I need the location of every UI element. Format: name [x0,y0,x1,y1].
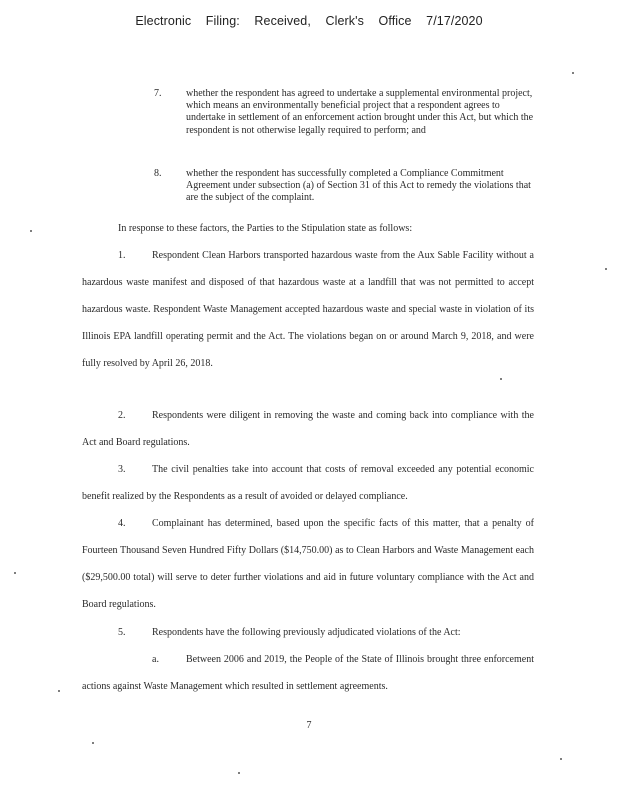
paragraph-5 [82,619,534,646]
paragraph-1-number: 1. [118,250,126,261]
subparagraph-a-text: Between 2006 and 2019, the People of the State of Illinois brought three enforcement actions against Waste Management which resulted in settlement agreements. [82,654,534,692]
factor-8-text: whether the respondent has successfully completed a Compliance Commitment Agreement under subsection (a) of Section 31 of this Act to remedy the violations that are the subject of the complaint. [186,168,531,204]
intro-sentence [82,215,534,242]
factor-7-number: 7. [154,88,162,99]
subparagraph-a-letter: a. [152,654,159,665]
paragraph-2 [82,402,534,456]
scan-speck [560,758,562,760]
factor-8-number: 8. [154,168,162,179]
scan-speck [30,230,32,232]
scan-speck [238,772,240,774]
paragraph-5-text: Respondents have the following previously adjudicated violations of the Act: [152,627,461,638]
scan-speck [605,268,607,270]
paragraph-1-text: Respondent Clean Harbors transported hazardous waste from the Aux Sable Facility without a hazardous waste manifest and disposed of that hazardous waste at a landfill that was not permitted to accept hazardous waste. Respondent Waste Management accepted hazardous waste and special waste in violation of its Illinois EPA landfill operating permit and the Act. The violations began on or around March 9, 2018, and were fully resolved by April 26, 2018. [82,250,534,369]
paragraph-3 [82,456,534,510]
paragraph-2-number: 2. [118,410,126,421]
paragraph-4-text: Complainant has determined, based upon the specific facts of this matter, that a penalty of Fourteen Thousand Seven Hundred Fifty Dollars ($14,750.00) as to Clean Harbors and Waste Management each ($29,500.00 total) will serve to deter further violations and aid in future voluntary compliance with the Act and Board regulations. [82,518,534,610]
paragraph-2-text: Respondents were diligent in removing the waste and coming back into compliance with the Act and Board regulations. [82,410,534,448]
paragraph-3-text: The civil penalties take into account that costs of removal exceeded any potential economic benefit realized by the Respondents as a result of avoided or delayed compliance. [82,464,534,502]
factor-7-text: whether the respondent has agreed to undertake a supplemental environmental project, which means an environmentally beneficial project that a respondent agrees to undertake in settlement of an enforcement action brought under this Act, but which the respondent is not otherwise legally required to perform; and [186,88,534,136]
scan-speck [58,690,60,692]
paragraph-3-number: 3. [118,464,126,475]
scan-speck [92,742,94,744]
subparagraph-a [82,646,534,700]
scan-speck [500,378,502,380]
page-number: 7 [306,720,312,731]
scan-speck [14,572,16,574]
scan-speck [572,72,574,74]
paragraph-4 [82,510,534,618]
paragraph-4-number: 4. [118,518,126,529]
filing-stamp-header: Electronic Filing: Received, Clerk's Office 7/17/2020 [135,14,483,28]
intro-text: In response to these factors, the Parties to the Stipulation state as follows: [118,223,413,234]
paragraph-1 [82,242,534,377]
paragraph-5-number: 5. [118,627,126,638]
